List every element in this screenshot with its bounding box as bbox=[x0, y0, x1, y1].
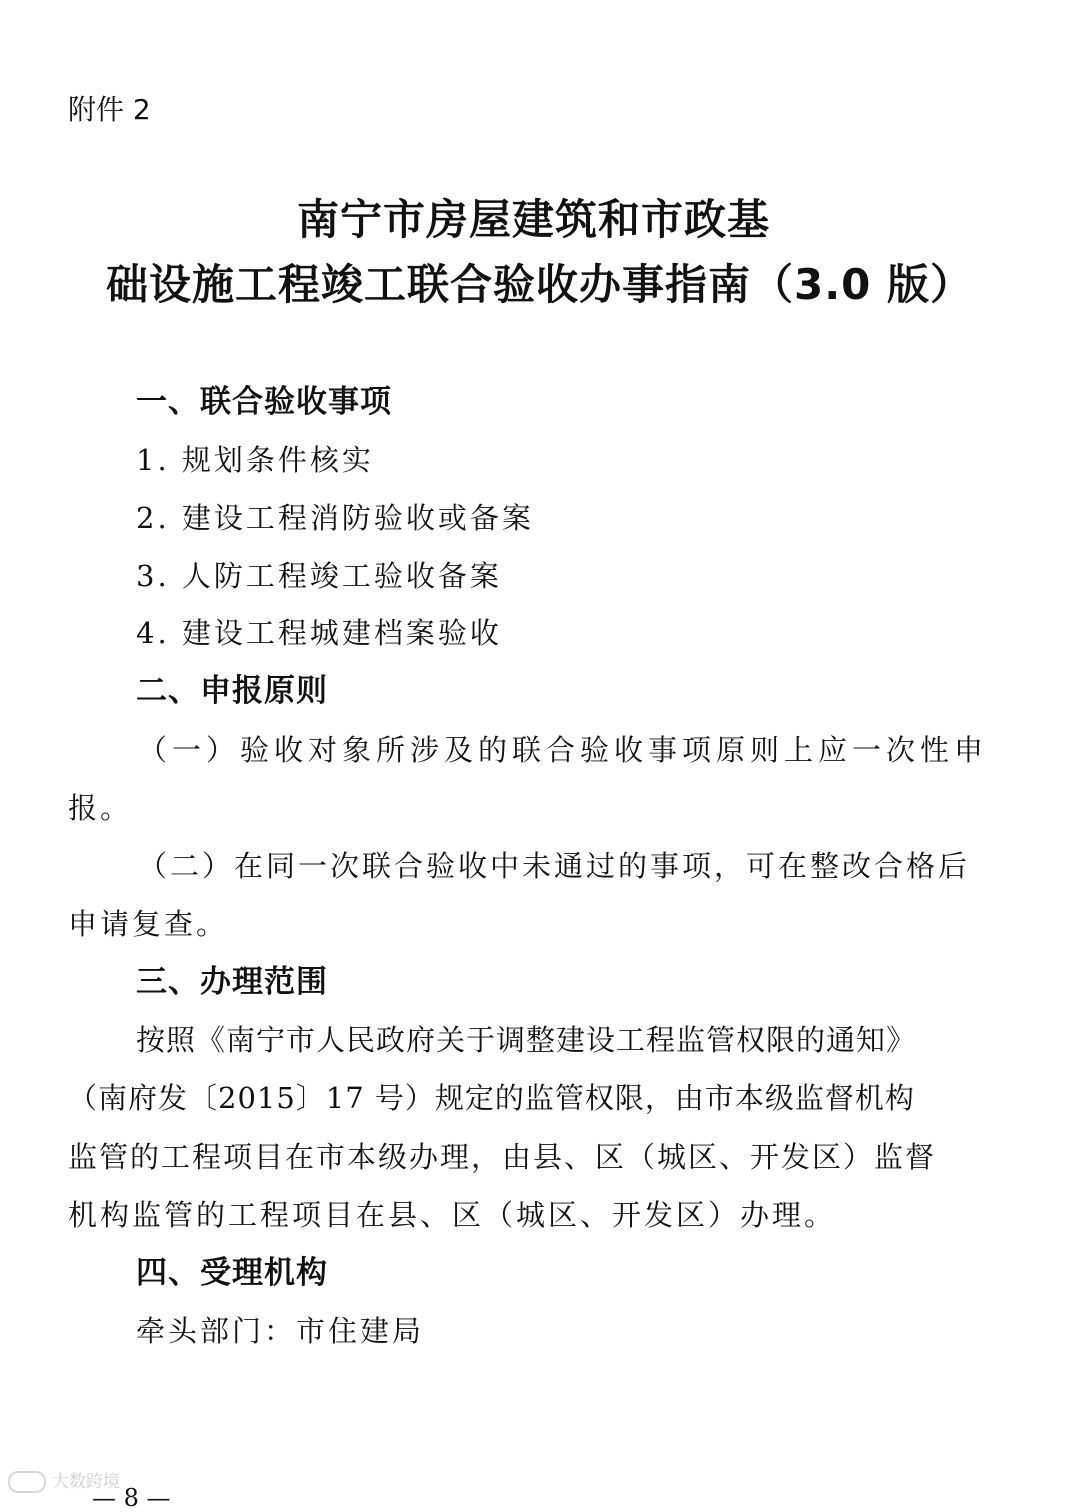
attachment-label: 附件 2 bbox=[68, 93, 151, 126]
section-heading-2: 二、申报原则 bbox=[136, 673, 328, 709]
list-item: 牵头部门：市住建局 bbox=[136, 1314, 425, 1348]
page-number: — 8 — bbox=[92, 1484, 171, 1512]
list-item: 3. 人防工程竣工验收备案 bbox=[136, 559, 502, 593]
paragraph-line: 机构监管的工程项目在县、区（城区、开发区）办理。 bbox=[68, 1198, 837, 1232]
paragraph-line: 申请复查。 bbox=[68, 907, 229, 941]
document-title-line-1: 南宁市房屋建筑和市政基 bbox=[296, 195, 770, 244]
document-title-line-2: 础设施工程竣工联合验收办事指南（3.0 版） bbox=[105, 260, 974, 309]
list-item: 4. 建设工程城建档案验收 bbox=[136, 616, 502, 650]
paragraph-line: （南府发〔2015〕17 号）规定的监管权限，由市本级监督机构 bbox=[68, 1081, 915, 1115]
list-item: 1. 规划条件核实 bbox=[136, 443, 374, 477]
paragraph-line: 按照《南宁市人民政府关于调整建设工程监管权限的通知》 bbox=[136, 1023, 917, 1057]
paragraph-line: 监管的工程项目在市本级办理，由县、区（城区、开发区）监督 bbox=[68, 1140, 937, 1174]
section-heading-3: 三、办理范围 bbox=[136, 964, 328, 1000]
paragraph-line: （二）在同一次联合验收中未通过的事项，可在整改合格后 bbox=[138, 849, 971, 883]
watermark-logo-icon bbox=[8, 1471, 46, 1493]
paragraph-line: 报。 bbox=[68, 791, 133, 825]
paragraph-line: （一）验收对象所涉及的联合验收事项原则上应一次性申 bbox=[138, 733, 989, 767]
section-heading-4: 四、受理机构 bbox=[136, 1255, 328, 1291]
section-heading-1: 一、联合验收事项 bbox=[136, 384, 392, 420]
list-item: 2. 建设工程消防验收或备案 bbox=[136, 501, 534, 535]
watermark-text: 大数跨境 bbox=[52, 1472, 120, 1492]
